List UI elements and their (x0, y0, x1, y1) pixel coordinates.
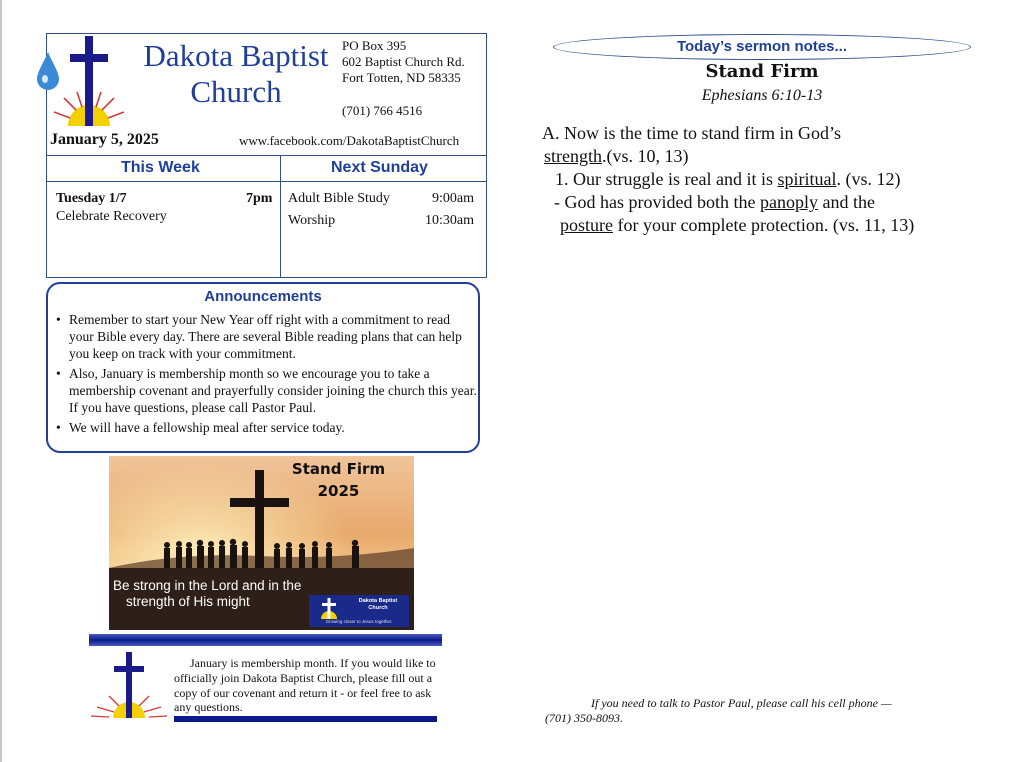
sermon-header: Today’s sermon notes... (676, 38, 848, 55)
this-week-day: Tuesday 1/7 (56, 191, 127, 206)
note-line: strength.(vs. 10, 13) (544, 146, 689, 166)
announcement-item: • We will have a fellowship meal after service today. (56, 420, 345, 435)
sermon-scripture: Ephesians 6:10-13 (701, 87, 823, 104)
mailing-address (342, 38, 465, 86)
next-sunday-event: Adult Bible Study (288, 191, 390, 206)
note-line: posture for your complete protection. (vs. 11, 13) (560, 215, 915, 235)
announcement-item: • Remember to start your New Year off right with a commitment to read your Bible every day. There are several Bible reading plans that can help you keep on track with your commitment. (56, 312, 462, 361)
address-line: Fort Totten, ND 58335 (342, 70, 461, 85)
water-drop-icon (37, 52, 59, 90)
graphic-logo-tagline: Growing closer to Jesus together. (325, 619, 393, 624)
schedule-table (46, 155, 487, 278)
church-name: Dakota Baptist Church (143, 38, 329, 109)
address-line: PO Box 395 (342, 38, 407, 53)
pastor-contact-note: If you need to talk to Pastor Paul, please call his cell phone — (701) 350-8093. (545, 696, 892, 725)
bulletin-date: January 5, 2025 (50, 131, 159, 148)
address-line: 602 Baptist Church Rd. (342, 54, 465, 69)
bullet-icon: • (56, 420, 61, 435)
sunrise-icon (311, 596, 347, 620)
graphic-title: Stand Firm 2025 (291, 460, 386, 500)
announcements-list (56, 311, 478, 439)
this-week-time: 7pm (246, 191, 273, 206)
membership-logo (89, 650, 173, 720)
graphic-church-logo (309, 595, 409, 627)
next-sunday-time: 9:00am (432, 191, 474, 206)
this-week-header: This Week (121, 159, 200, 176)
page-edge (0, 0, 2, 762)
facebook-link[interactable]: www.facebook.com/DakotaBaptistChurch (239, 133, 460, 148)
announcements-box (46, 282, 480, 453)
graphic-caption: Be strong in the Lord and in the strength of His might (113, 578, 302, 609)
divider-bar (174, 716, 437, 722)
note-line: - God has provided both the panoply and the (554, 192, 875, 212)
this-week-event: Celebrate Recovery (56, 209, 167, 224)
next-sunday-event: Worship (288, 213, 336, 228)
membership-text: January is membership month. If you would like to officially join Dakota Baptist Church, please fill out a copy of our covenant and return it - or feel free to ask any questions. (174, 656, 436, 715)
note-line: A. Now is the time to stand firm in God’s (542, 123, 841, 143)
graphic-logo-name: Dakota Baptist Church (358, 598, 398, 611)
church-phone: (701) 766 4516 (342, 103, 423, 118)
sermon-notes (542, 122, 982, 237)
next-sunday-header: Next Sunday (331, 159, 428, 176)
sermon-title: Stand Firm (705, 61, 819, 82)
bullet-icon: • (56, 366, 61, 381)
announcement-item: • Also, January is membership month so we encourage you to take a membership covenant and prayerfully consider joining the church this year. If you have questions, please call Pastor Paul. (56, 366, 477, 415)
note-line: 1. Our struggle is real and it is spiritual. (vs. 12) (555, 169, 901, 189)
announcements-title: Announcements (204, 288, 322, 305)
schedule-divider (280, 156, 281, 277)
stand-firm-graphic (109, 456, 414, 630)
next-sunday-time: 10:30am (425, 213, 474, 228)
divider-bar (89, 634, 442, 646)
bullet-icon: • (56, 312, 61, 327)
church-logo (34, 34, 134, 128)
